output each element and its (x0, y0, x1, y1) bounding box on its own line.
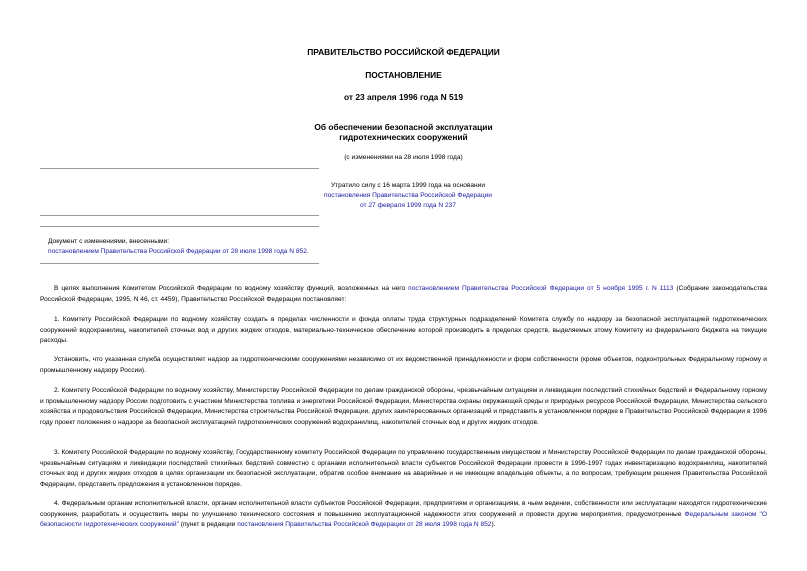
paragraph-text: Установить, что указанная служба осуществляет надзор за гидротехническими сооружениями независимо от их ведомственной принадлежности и форм собственности (кроме объектов, подконтрольных Федеральному горному и промышленному надзору России). (40, 356, 767, 374)
document-changes-link[interactable]: постановлением Правительства Российской Федерации от 28 июля 1998 года N 852 (48, 247, 307, 255)
lost-force-text: Утратило силу с 16 марта 1999 года на основании (330, 182, 486, 189)
paragraph-text: (Собрание законодательства Российской Федерации, 1995, N 46, ст. 4459), Правительство Российской Федерации постановляет: (40, 285, 767, 303)
federal-law-link[interactable]: Федеральным законом "О безопасности гидротехнических сооружений" (40, 510, 768, 528)
document-changes-label: Документ с изменениями, внесенными: (48, 238, 170, 245)
separator-rule-2 (40, 215, 319, 216)
paragraph-text: (пункт в редакции (178, 521, 238, 528)
paragraph-text: 3. Комитету Российской Федерации по водному хозяйству, Государственному комитету Российской Федерации по управлению государственным имуществом и Министерству Российской Федерации по делам гражданской обороны, чрезвычайным ситуациям и ликвидации последствий стихийных бедствий совместно с органами исполнительной власти субъектов Российской Федерации провести в 1996-1997 годах инвентаризацию водохранилищ, накопителей сточных вод и других жидких отходов в целях организации их безопасной эксплуатации, обратив особое внимание на аварийные и не имеющие владельцев объекты, а по вопросам, требующим решения Правительства Российской Федерации, представить предложения в установленном порядке. (40, 449, 767, 488)
separator-rule-4 (40, 263, 319, 264)
paragraph-3 (40, 448, 767, 490)
government-heading: ПРАВИТЕЛЬСТВО РОССИЙСКОЙ ФЕДЕРАЦИИ (307, 47, 500, 57)
paragraph-4 (40, 499, 767, 531)
paragraph-preamble (40, 284, 767, 305)
date-number-heading: от 23 апреля 1996 года N 519 (344, 92, 463, 102)
resolution-852-link[interactable]: постановления Правительства Российской Федерации от 28 июля 1998 года N 852 (237, 521, 492, 528)
paragraph-1 (40, 315, 767, 347)
document-changes-block (48, 237, 348, 256)
document-changes-line (48, 247, 348, 257)
document-type-heading: ПОСТАНОВЛЕНИЕ (365, 70, 442, 80)
paragraph-2 (40, 386, 767, 428)
resolution-1113-link[interactable]: постановлением Правительства Российской Федерации от 5 ноября 1995 г. N 1113 (408, 285, 674, 292)
paragraph-text: 1. Комитету Российской Федерации по водному хозяйству создать в пределах численности и фонда оплаты труда структурных подразделений Комитета службу по надзору за безопасной эксплуатацией гидротехнических сооружений водохранилищ, накопителей сточных вод и других жидких отходов, материально-техническое обеспечение которой производить в пределах средств, выделяемых этому Комитету из федерального бюджета на текущие расходы. (40, 316, 767, 344)
paragraph-text: 4. Федеральным органам исполнительной власти, органам исполнительной власти субъектов Российской Федерации, предприятиям и организациям, в чьем ведении, собственности или эксплуатации находятся гидротехнические сооружения, разработать и осуществить меры по улучшению технического состояния и повышению эксплуатационной надежности этих сооружений и провести другие мероприятия, предусмотренные (40, 500, 767, 518)
paragraph-text: 2. Комитету Российской Федерации по водному хозяйству, Министерству Российской Федерации по делам гражданской обороны, чрезвычайным ситуациям и ликвидации последствий стихийных бедствий и Федеральному горному и промышленному надзору России подготовить с участием Министерства топлива и энергетики Российской Федерации, Министерства охраны окружающей среды и природных ресурсов Российской Федерации, Министерства сельского хозяйства и продовольствия Российской Федерации, Министерства строительства Российской Федерации, других заинтересованных организаций и представить в установленном порядке в Правительство Российской Федерации в 1996 году проект положения о надзоре за безопасной эксплуатацией гидротехнических сооружений водохранилищ, накопителей сточных вод и других жидких отходов. (40, 387, 767, 426)
document-title-line1: Об обеспечении безопасной эксплуатации (314, 122, 493, 132)
lost-force-link[interactable]: постановления Правительства Российской Федерации (324, 192, 492, 199)
document-changes-suffix: . (306, 247, 309, 255)
paragraph-1-supplement (40, 355, 767, 376)
lost-force-link-date[interactable]: от 27 февраля 1999 года N 237 (360, 202, 456, 209)
separator-rule-3 (40, 226, 319, 227)
changes-note: (с изменениями на 28 июля 1998 года) (344, 154, 463, 161)
paragraph-text: В целях выполнения Комитетом Российской Федерации по водному хозяйству функций, возложенных на него (54, 285, 409, 292)
lost-force-link-line1[interactable] (260, 191, 556, 200)
lost-force-link-line2[interactable] (260, 201, 556, 210)
paragraph-text: ). (491, 521, 496, 528)
document-title-line2: гидротехнических сооружений (339, 132, 468, 142)
separator-rule-1 (40, 168, 319, 169)
